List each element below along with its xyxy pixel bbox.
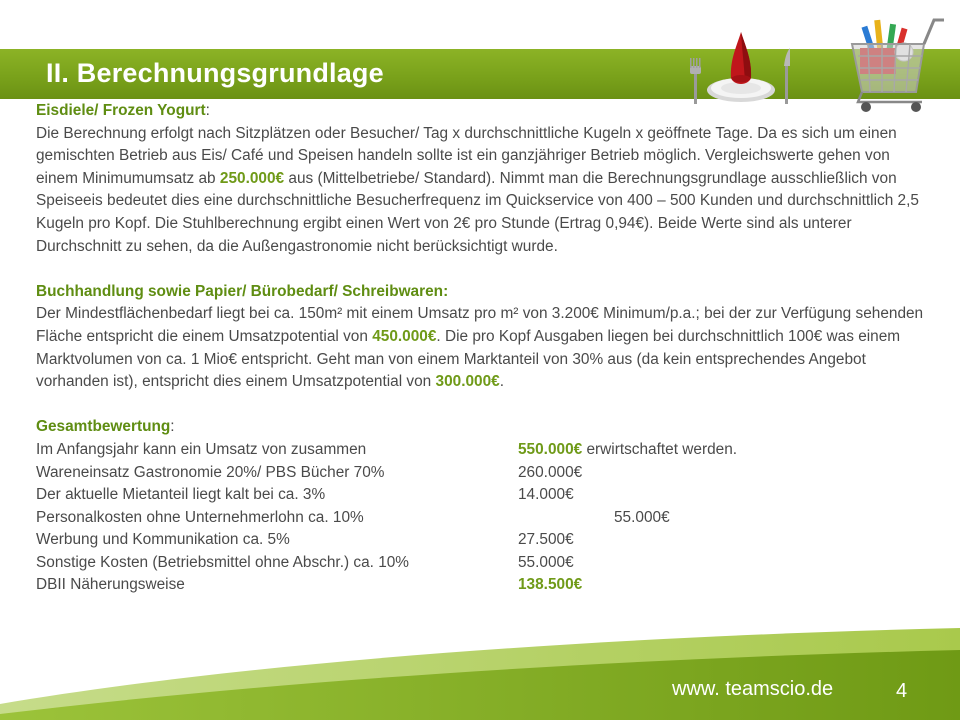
plate-cutlery-icon	[684, 30, 802, 108]
row-value: 14.000€	[518, 486, 574, 504]
section-gesamtbewertung	[36, 416, 936, 597]
footer-swoosh	[0, 600, 960, 720]
highlight-value: 450.000€	[372, 327, 437, 345]
highlight-value: 300.000€	[435, 373, 500, 391]
summary-row	[36, 507, 936, 530]
row-value-suffix: erwirtschaftet werden.	[582, 440, 738, 458]
row-label: Der aktuelle Mietanteil liegt kalt bei ca. 3%	[36, 486, 326, 504]
row-value: 260.000€	[518, 463, 583, 481]
row-value	[518, 439, 936, 462]
footer-url: www. teamscio.de	[672, 678, 834, 700]
summary-row	[36, 552, 936, 575]
page-number: 4	[896, 680, 908, 702]
paragraph-text: .	[499, 373, 504, 391]
summary-row	[36, 529, 936, 552]
section-heading: Eisdiele/ Frozen Yogurt	[36, 102, 206, 119]
paragraph-text: Die Berechnung erfolgt nach Sitzplätzen oder Besucher/ Tag x durchschnittliche Kugeln x geöffnete Tage. Da es sich um einen gemischten Betrieb aus Eis/ Café und Speisen handeln sollte ist ein ganzjähriger Betrieb möglich. Vergleichswerte gehen von einem Minimumumsatz ab	[36, 124, 897, 187]
summary-row	[36, 484, 936, 507]
summary-row	[36, 439, 936, 462]
section-heading: Gesamtbewertung	[36, 418, 171, 436]
paragraph-text: . Die pro Kopf Ausgaben liegen bei durchschnittlich 100€ was einem Marktvolumen von ca. 1 Mio€ entspricht. Geht man von einem Marktanteil von 30% aus (da kein entsprechendes Angebot vorhanden ist), entspricht dies einem Umsatzpotential von	[36, 327, 901, 391]
row-label: Personalkosten ohne Unternehmerlohn ca. 10%	[36, 508, 364, 526]
paragraph-text: Der Mindestflächenbedarf liegt bei ca. 150m² mit einem Umsatz pro m² von 3.200€ Minimum/p.a.; bei der zur Verfügung sehenden Fläche entspricht die einem Umsatzpotential von	[36, 305, 924, 345]
row-value: 55.000€	[518, 553, 574, 571]
title-bar	[0, 49, 960, 99]
row-value: 138.500€	[518, 576, 583, 594]
row-value: 55.000€	[614, 508, 670, 526]
section-heading: Buchhandlung sowie Papier/ Bürobedarf/ Schreibwaren:	[36, 282, 449, 300]
row-label: Werbung und Kommunikation ca. 5%	[36, 531, 290, 549]
row-label: Wareneinsatz Gastronomie 20%/ PBS Bücher 70%	[36, 463, 385, 481]
heading-colon: :	[205, 102, 210, 119]
content-area	[36, 100, 936, 597]
highlight-value: 550.000€	[518, 440, 583, 458]
section-eisdiele	[36, 100, 936, 258]
row-label: DBII Näherungsweise	[36, 576, 185, 594]
summary-row	[36, 574, 936, 597]
row-label: Im Anfangsjahr kann ein Umsatz von zusammen	[36, 440, 367, 458]
row-label: Sonstige Kosten (Betriebsmittel ohne Abschr.) ca. 10%	[36, 553, 409, 571]
shopping-cart-icon	[838, 14, 948, 114]
heading-colon: :	[170, 418, 175, 436]
page-title: II. Berechnungsgrundlage	[46, 58, 384, 88]
section-buchhandlung	[36, 281, 936, 394]
summary-row	[36, 462, 936, 485]
highlight-value: 250.000€	[219, 169, 285, 187]
row-value: 27.500€	[518, 531, 574, 549]
paragraph-text: aus (Mittelbetriebe/ Standard). Nimmt man die Berechnungsgrundlage ausschließlich von Speiseeis bedeutet dies eine durchschnittliche Besucherfrequenz im Quickservice von 400 – 500 Kunden und durchschnittlich 2,5 Kugeln pro Kopf. Die Stuhlberechnung ergibt einen Wert von 2€ pro Stunde (Ertrag 0,94€). Beide Werte sind als unterer Durchschnitt zu sehen, da die Außengastronomie nicht berücksichtigt wurde.	[36, 169, 919, 255]
